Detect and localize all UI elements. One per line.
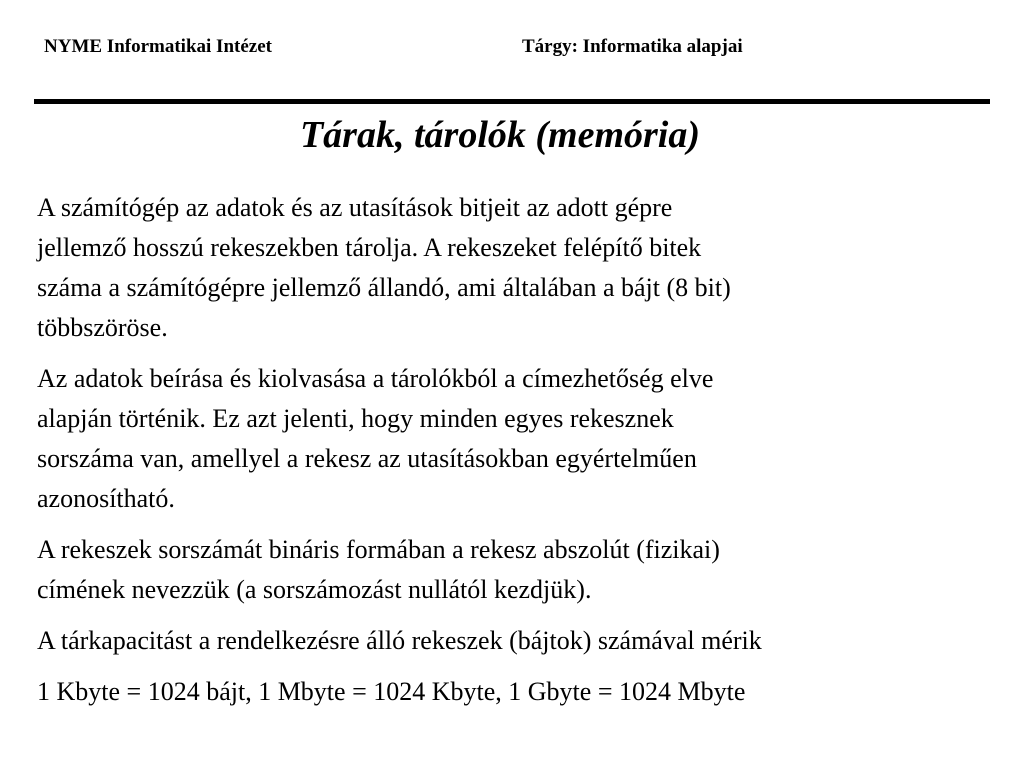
text-line: azonosítható. bbox=[37, 484, 175, 513]
paragraph bbox=[37, 530, 1007, 610]
header-divider bbox=[34, 99, 990, 104]
text-line: sorszáma van, amellyel a rekesz az utasításokban egyértelműen bbox=[37, 444, 697, 473]
paragraph bbox=[37, 188, 1007, 348]
slide-body bbox=[37, 188, 1007, 723]
header-subject: Tárgy: Informatika alapjai bbox=[522, 36, 743, 57]
paragraph bbox=[37, 621, 1007, 661]
text-line: Az adatok beírása és kiolvasása a tárolókból a címezhetőség elve bbox=[37, 364, 714, 393]
paragraph bbox=[37, 672, 1007, 712]
text-line: címének nevezzük (a sorszámozást nullától kezdjük). bbox=[37, 575, 592, 604]
text-line: 1 Kbyte = 1024 bájt, 1 Mbyte = 1024 Kbyte, 1 Gbyte = 1024 Mbyte bbox=[37, 677, 746, 706]
header-institute: NYME Informatikai Intézet bbox=[44, 36, 272, 57]
text-line: jellemző hosszú rekeszekben tárolja. A rekeszeket felépítő bitek bbox=[37, 233, 702, 262]
text-line: A rekeszek sorszámát bináris formában a rekesz abszolút (fizikai) bbox=[37, 535, 720, 564]
page-title: Tárak, tárolók (memória) bbox=[299, 114, 701, 156]
paragraph bbox=[37, 359, 1007, 519]
text-line: A számítógép az adatok és az utasítások bitjeit az adott gépre bbox=[37, 193, 673, 222]
text-line: alapján történik. Ez azt jelenti, hogy minden egyes rekesznek bbox=[37, 404, 674, 433]
text-line: A tárkapacitást a rendelkezésre álló rekeszek (bájtok) számával mérik bbox=[37, 626, 762, 655]
text-line: többszöröse. bbox=[37, 313, 168, 342]
text-line: száma a számítógépre jellemző állandó, ami általában a bájt (8 bit) bbox=[37, 273, 731, 302]
